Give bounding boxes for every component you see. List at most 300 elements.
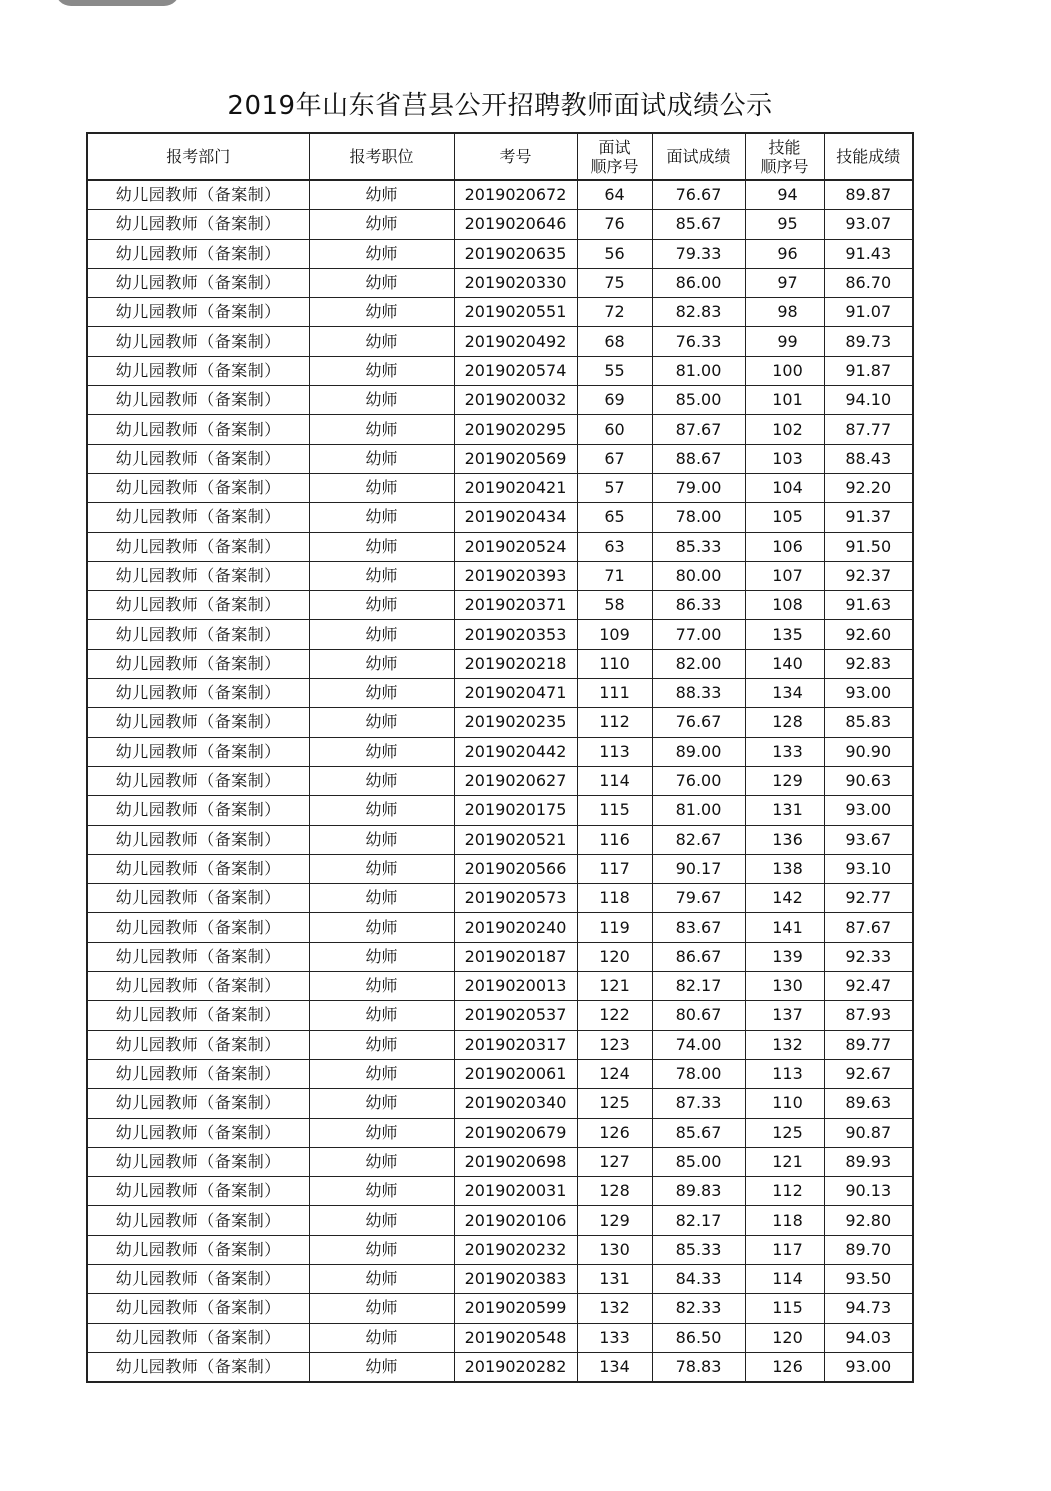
cell-exam-no: 2019020569 [454, 444, 577, 473]
table-row [87, 796, 913, 825]
cell-position: 幼师 [309, 1089, 454, 1118]
cell-position: 幼师 [309, 1323, 454, 1352]
cell-skill-score: 91.87 [824, 356, 913, 385]
table-row [87, 503, 913, 532]
cell-exam-no: 2019020548 [454, 1323, 577, 1352]
cell-exam-no: 2019020187 [454, 942, 577, 971]
cell-exam-no: 2019020235 [454, 708, 577, 737]
cell-interview-seq: 111 [577, 679, 652, 708]
cell-interview-score: 80.67 [652, 1001, 745, 1030]
cell-position: 幼师 [309, 210, 454, 239]
cell-position: 幼师 [309, 649, 454, 678]
cell-exam-no: 2019020421 [454, 473, 577, 502]
cell-exam-no: 2019020442 [454, 737, 577, 766]
cell-skill-score: 89.70 [824, 1235, 913, 1264]
cell-skill-score: 93.50 [824, 1264, 913, 1293]
table-row [87, 298, 913, 327]
cell-dept: 幼儿园教师（备案制） [87, 1352, 309, 1382]
cell-skill-score: 93.00 [824, 1352, 913, 1382]
cell-interview-score: 86.67 [652, 942, 745, 971]
cell-interview-seq: 132 [577, 1294, 652, 1323]
cell-skill-score: 94.10 [824, 386, 913, 415]
cell-position: 幼师 [309, 356, 454, 385]
table-row [87, 1235, 913, 1264]
cell-exam-no: 2019020353 [454, 620, 577, 649]
cell-interview-seq: 126 [577, 1118, 652, 1147]
cell-exam-no: 2019020574 [454, 356, 577, 385]
cell-position: 幼师 [309, 561, 454, 590]
cell-interview-score: 88.33 [652, 679, 745, 708]
cell-position: 幼师 [309, 1235, 454, 1264]
cell-interview-seq: 68 [577, 327, 652, 356]
cell-exam-no: 2019020032 [454, 386, 577, 415]
cell-exam-no: 2019020492 [454, 327, 577, 356]
cell-interview-score: 85.67 [652, 210, 745, 239]
cell-dept: 幼儿园教师（备案制） [87, 239, 309, 268]
cell-dept: 幼儿园教师（备案制） [87, 561, 309, 590]
cell-exam-no: 2019020218 [454, 649, 577, 678]
cell-skill-seq: 114 [745, 1264, 824, 1293]
table-row [87, 1118, 913, 1147]
cell-dept: 幼儿园教师（备案制） [87, 1030, 309, 1059]
cell-interview-score: 79.33 [652, 239, 745, 268]
cell-interview-score: 85.00 [652, 1147, 745, 1176]
cell-skill-seq: 99 [745, 327, 824, 356]
header-exam-no: 考号 [454, 133, 577, 180]
cell-interview-seq: 115 [577, 796, 652, 825]
cell-skill-seq: 113 [745, 1059, 824, 1088]
cell-position: 幼师 [309, 415, 454, 444]
cell-exam-no: 2019020340 [454, 1089, 577, 1118]
table-row [87, 1030, 913, 1059]
cell-interview-score: 76.67 [652, 180, 745, 210]
table-row [87, 180, 913, 210]
cell-skill-score: 88.43 [824, 444, 913, 473]
cell-skill-score: 92.33 [824, 942, 913, 971]
cell-interview-seq: 67 [577, 444, 652, 473]
cell-exam-no: 2019020524 [454, 532, 577, 561]
cell-exam-no: 2019020698 [454, 1147, 577, 1176]
table-row [87, 444, 913, 473]
cell-interview-seq: 109 [577, 620, 652, 649]
header-skill-seq-line1: 技能 [768, 137, 801, 157]
table-row [87, 1264, 913, 1293]
cell-skill-seq: 105 [745, 503, 824, 532]
cell-position: 幼师 [309, 766, 454, 795]
cell-skill-score: 92.80 [824, 1206, 913, 1235]
cell-interview-seq: 57 [577, 473, 652, 502]
cell-interview-seq: 117 [577, 854, 652, 883]
table-row [87, 972, 913, 1001]
cell-dept: 幼儿园教师（备案制） [87, 913, 309, 942]
cell-skill-score: 87.93 [824, 1001, 913, 1030]
cell-skill-score: 91.07 [824, 298, 913, 327]
table-row [87, 1352, 913, 1382]
table-row [87, 679, 913, 708]
cell-position: 幼师 [309, 1206, 454, 1235]
cell-dept: 幼儿园教师（备案制） [87, 796, 309, 825]
table-row [87, 942, 913, 971]
score-table [86, 132, 914, 1383]
cell-interview-score: 89.83 [652, 1177, 745, 1206]
header-dept: 报考部门 [87, 133, 309, 180]
cell-dept: 幼儿园教师（备案制） [87, 1001, 309, 1030]
table-row [87, 766, 913, 795]
cell-exam-no: 2019020566 [454, 854, 577, 883]
cell-interview-score: 86.33 [652, 591, 745, 620]
cell-dept: 幼儿园教师（备案制） [87, 1118, 309, 1147]
cell-dept: 幼儿园教师（备案制） [87, 180, 309, 210]
cell-skill-seq: 97 [745, 268, 824, 297]
table-row [87, 532, 913, 561]
cell-skill-score: 89.73 [824, 327, 913, 356]
cell-interview-seq: 72 [577, 298, 652, 327]
cell-position: 幼师 [309, 298, 454, 327]
table-row [87, 1147, 913, 1176]
cell-skill-seq: 135 [745, 620, 824, 649]
cell-interview-seq: 110 [577, 649, 652, 678]
cell-interview-score: 79.00 [652, 473, 745, 502]
cell-interview-score: 78.00 [652, 1059, 745, 1088]
cell-exam-no: 2019020383 [454, 1264, 577, 1293]
cell-dept: 幼儿园教师（备案制） [87, 942, 309, 971]
cell-skill-seq: 136 [745, 825, 824, 854]
table-row [87, 825, 913, 854]
cell-exam-no: 2019020672 [454, 180, 577, 210]
cell-position: 幼师 [309, 1177, 454, 1206]
cell-interview-score: 88.67 [652, 444, 745, 473]
cell-interview-score: 86.50 [652, 1323, 745, 1352]
cell-position: 幼师 [309, 473, 454, 502]
cell-position: 幼师 [309, 737, 454, 766]
cell-dept: 幼儿园教师（备案制） [87, 1089, 309, 1118]
cell-interview-seq: 130 [577, 1235, 652, 1264]
cell-interview-score: 82.33 [652, 1294, 745, 1323]
cell-interview-seq: 129 [577, 1206, 652, 1235]
cell-interview-seq: 120 [577, 942, 652, 971]
cell-exam-no: 2019020646 [454, 210, 577, 239]
table-row [87, 1323, 913, 1352]
table-row [87, 239, 913, 268]
cell-skill-seq: 134 [745, 679, 824, 708]
cell-interview-score: 85.00 [652, 386, 745, 415]
header-interview-seq-line2: 顺序号 [590, 156, 639, 176]
cell-dept: 幼儿园教师（备案制） [87, 473, 309, 502]
cell-skill-seq: 95 [745, 210, 824, 239]
page-title: 2019年山东省莒县公开招聘教师面试成绩公示 [227, 91, 773, 121]
cell-position: 幼师 [309, 591, 454, 620]
cell-dept: 幼儿园教师（备案制） [87, 620, 309, 649]
cell-interview-score: 85.33 [652, 532, 745, 561]
table-row [87, 327, 913, 356]
cell-dept: 幼儿园教师（备案制） [87, 444, 309, 473]
cell-interview-seq: 69 [577, 386, 652, 415]
cell-skill-seq: 117 [745, 1235, 824, 1264]
cell-position: 幼师 [309, 444, 454, 473]
table-row [87, 210, 913, 239]
cell-skill-seq: 112 [745, 1177, 824, 1206]
cell-skill-score: 93.67 [824, 825, 913, 854]
cell-dept: 幼儿园教师（备案制） [87, 415, 309, 444]
cell-dept: 幼儿园教师（备案制） [87, 1294, 309, 1323]
cell-dept: 幼儿园教师（备案制） [87, 972, 309, 1001]
cell-skill-score: 92.37 [824, 561, 913, 590]
cell-interview-seq: 60 [577, 415, 652, 444]
cell-interview-score: 80.00 [652, 561, 745, 590]
table-row [87, 473, 913, 502]
cell-interview-score: 81.00 [652, 796, 745, 825]
cell-skill-seq: 104 [745, 473, 824, 502]
cell-skill-score: 89.77 [824, 1030, 913, 1059]
cell-position: 幼师 [309, 708, 454, 737]
header-interview-seq [577, 133, 652, 180]
cell-interview-seq: 119 [577, 913, 652, 942]
cell-skill-seq: 121 [745, 1147, 824, 1176]
cell-exam-no: 2019020330 [454, 268, 577, 297]
cell-exam-no: 2019020599 [454, 1294, 577, 1323]
cell-interview-score: 85.33 [652, 1235, 745, 1264]
cell-position: 幼师 [309, 503, 454, 532]
table-row [87, 737, 913, 766]
cell-exam-no: 2019020106 [454, 1206, 577, 1235]
cell-interview-score: 78.00 [652, 503, 745, 532]
cell-skill-seq: 110 [745, 1089, 824, 1118]
cell-exam-no: 2019020317 [454, 1030, 577, 1059]
cell-interview-seq: 112 [577, 708, 652, 737]
cell-skill-score: 91.37 [824, 503, 913, 532]
table-row [87, 913, 913, 942]
table-row [87, 561, 913, 590]
cell-interview-score: 77.00 [652, 620, 745, 649]
cell-skill-seq: 139 [745, 942, 824, 971]
table-row [87, 649, 913, 678]
cell-skill-score: 87.67 [824, 913, 913, 942]
table-row [87, 1177, 913, 1206]
cell-interview-seq: 75 [577, 268, 652, 297]
cell-exam-no: 2019020537 [454, 1001, 577, 1030]
cell-skill-score: 91.63 [824, 591, 913, 620]
table-row [87, 356, 913, 385]
cell-interview-seq: 65 [577, 503, 652, 532]
cell-position: 幼师 [309, 942, 454, 971]
cell-dept: 幼儿园教师（备案制） [87, 356, 309, 385]
cell-skill-seq: 128 [745, 708, 824, 737]
cell-interview-score: 82.67 [652, 825, 745, 854]
cell-interview-seq: 58 [577, 591, 652, 620]
header-interview-score: 面试成绩 [652, 133, 745, 180]
cell-skill-seq: 106 [745, 532, 824, 561]
cell-skill-seq: 120 [745, 1323, 824, 1352]
table-body [87, 180, 913, 1382]
cell-dept: 幼儿园教师（备案制） [87, 327, 309, 356]
cell-position: 幼师 [309, 180, 454, 210]
cell-interview-seq: 125 [577, 1089, 652, 1118]
cell-skill-score: 90.90 [824, 737, 913, 766]
cell-dept: 幼儿园教师（备案制） [87, 1206, 309, 1235]
header-position: 报考职位 [309, 133, 454, 180]
cell-interview-score: 78.83 [652, 1352, 745, 1382]
cell-skill-seq: 94 [745, 180, 824, 210]
cell-position: 幼师 [309, 239, 454, 268]
cell-interview-score: 82.17 [652, 972, 745, 1001]
cell-dept: 幼儿园教师（备案制） [87, 737, 309, 766]
cell-skill-seq: 107 [745, 561, 824, 590]
cell-skill-seq: 140 [745, 649, 824, 678]
cell-exam-no: 2019020551 [454, 298, 577, 327]
cell-position: 幼师 [309, 386, 454, 415]
cell-skill-seq: 96 [745, 239, 824, 268]
cell-position: 幼师 [309, 1352, 454, 1382]
cell-exam-no: 2019020295 [454, 415, 577, 444]
cell-skill-seq: 129 [745, 766, 824, 795]
cell-dept: 幼儿园教师（备案制） [87, 825, 309, 854]
cell-skill-score: 90.13 [824, 1177, 913, 1206]
cell-skill-score: 90.87 [824, 1118, 913, 1147]
cell-position: 幼师 [309, 796, 454, 825]
cell-interview-seq: 124 [577, 1059, 652, 1088]
cell-dept: 幼儿园教师（备案制） [87, 591, 309, 620]
cell-skill-seq: 101 [745, 386, 824, 415]
cell-dept: 幼儿园教师（备案制） [87, 766, 309, 795]
cell-interview-seq: 121 [577, 972, 652, 1001]
cell-position: 幼师 [309, 532, 454, 561]
cell-exam-no: 2019020282 [454, 1352, 577, 1382]
cell-position: 幼师 [309, 884, 454, 913]
cell-skill-seq: 118 [745, 1206, 824, 1235]
cell-interview-score: 76.00 [652, 766, 745, 795]
cell-exam-no: 2019020521 [454, 825, 577, 854]
header-skill-seq [745, 133, 824, 180]
cell-dept: 幼儿园教师（备案制） [87, 1059, 309, 1088]
cell-position: 幼师 [309, 679, 454, 708]
cell-skill-score: 92.83 [824, 649, 913, 678]
cell-interview-seq: 123 [577, 1030, 652, 1059]
cell-dept: 幼儿园教师（备案制） [87, 884, 309, 913]
cell-position: 幼师 [309, 1294, 454, 1323]
cell-skill-score: 93.07 [824, 210, 913, 239]
cell-dept: 幼儿园教师（备案制） [87, 1235, 309, 1264]
table-row [87, 1206, 913, 1235]
cell-exam-no: 2019020573 [454, 884, 577, 913]
cell-skill-score: 92.20 [824, 473, 913, 502]
cell-interview-score: 83.67 [652, 913, 745, 942]
cell-interview-score: 82.83 [652, 298, 745, 327]
cell-skill-seq: 132 [745, 1030, 824, 1059]
cell-exam-no: 2019020434 [454, 503, 577, 532]
cell-skill-score: 86.70 [824, 268, 913, 297]
cell-exam-no: 2019020240 [454, 913, 577, 942]
cell-position: 幼师 [309, 913, 454, 942]
cell-dept: 幼儿园教师（备案制） [87, 268, 309, 297]
cell-skill-score: 85.83 [824, 708, 913, 737]
table-row [87, 1059, 913, 1088]
cell-dept: 幼儿园教师（备案制） [87, 1177, 309, 1206]
cell-exam-no: 2019020679 [454, 1118, 577, 1147]
cell-interview-score: 76.67 [652, 708, 745, 737]
cell-interview-seq: 63 [577, 532, 652, 561]
cell-skill-score: 92.77 [824, 884, 913, 913]
cell-position: 幼师 [309, 1059, 454, 1088]
cell-interview-seq: 114 [577, 766, 652, 795]
cell-dept: 幼儿园教师（备案制） [87, 1147, 309, 1176]
cell-skill-seq: 130 [745, 972, 824, 1001]
cell-dept: 幼儿园教师（备案制） [87, 708, 309, 737]
cell-dept: 幼儿园教师（备案制） [87, 679, 309, 708]
cell-exam-no: 2019020061 [454, 1059, 577, 1088]
table-row [87, 854, 913, 883]
cell-interview-score: 87.67 [652, 415, 745, 444]
cell-position: 幼师 [309, 854, 454, 883]
cell-skill-score: 91.50 [824, 532, 913, 561]
cell-skill-seq: 108 [745, 591, 824, 620]
cell-interview-seq: 122 [577, 1001, 652, 1030]
cell-position: 幼师 [309, 1264, 454, 1293]
cell-interview-seq: 113 [577, 737, 652, 766]
header-interview-seq-line1: 面试 [598, 137, 631, 157]
cell-exam-no: 2019020635 [454, 239, 577, 268]
cell-skill-seq: 142 [745, 884, 824, 913]
cell-skill-score: 94.03 [824, 1323, 913, 1352]
cell-position: 幼师 [309, 825, 454, 854]
cell-position: 幼师 [309, 1147, 454, 1176]
cell-skill-seq: 125 [745, 1118, 824, 1147]
cell-position: 幼师 [309, 620, 454, 649]
cell-skill-score: 92.47 [824, 972, 913, 1001]
table-row [87, 708, 913, 737]
cell-skill-score: 92.60 [824, 620, 913, 649]
cell-interview-seq: 56 [577, 239, 652, 268]
cell-exam-no: 2019020013 [454, 972, 577, 1001]
cell-dept: 幼儿园教师（备案制） [87, 854, 309, 883]
cell-skill-seq: 102 [745, 415, 824, 444]
cell-interview-score: 82.17 [652, 1206, 745, 1235]
cell-interview-seq: 64 [577, 180, 652, 210]
cell-interview-score: 79.67 [652, 884, 745, 913]
cell-interview-seq: 71 [577, 561, 652, 590]
cell-exam-no: 2019020627 [454, 766, 577, 795]
cell-skill-score: 89.93 [824, 1147, 913, 1176]
cell-interview-seq: 128 [577, 1177, 652, 1206]
cell-interview-seq: 76 [577, 210, 652, 239]
cell-exam-no: 2019020031 [454, 1177, 577, 1206]
header-skill-seq-line2: 顺序号 [760, 156, 809, 176]
table-row [87, 1001, 913, 1030]
cell-interview-seq: 118 [577, 884, 652, 913]
cell-skill-score: 89.87 [824, 180, 913, 210]
cell-skill-score: 92.67 [824, 1059, 913, 1088]
header-skill-score: 技能成绩 [824, 133, 913, 180]
cell-skill-seq: 137 [745, 1001, 824, 1030]
cell-skill-seq: 100 [745, 356, 824, 385]
cell-dept: 幼儿园教师（备案制） [87, 532, 309, 561]
header-row [87, 133, 913, 180]
table-row [87, 386, 913, 415]
cell-exam-no: 2019020232 [454, 1235, 577, 1264]
cell-position: 幼师 [309, 268, 454, 297]
cell-interview-score: 85.67 [652, 1118, 745, 1147]
cell-interview-score: 81.00 [652, 356, 745, 385]
cell-skill-score: 93.00 [824, 679, 913, 708]
cell-exam-no: 2019020471 [454, 679, 577, 708]
cell-dept: 幼儿园教师（备案制） [87, 1323, 309, 1352]
table-row [87, 884, 913, 913]
cell-skill-score: 93.00 [824, 796, 913, 825]
cell-skill-seq: 115 [745, 1294, 824, 1323]
cell-skill-score: 90.63 [824, 766, 913, 795]
cell-skill-seq: 141 [745, 913, 824, 942]
table-row [87, 591, 913, 620]
cell-skill-score: 94.73 [824, 1294, 913, 1323]
